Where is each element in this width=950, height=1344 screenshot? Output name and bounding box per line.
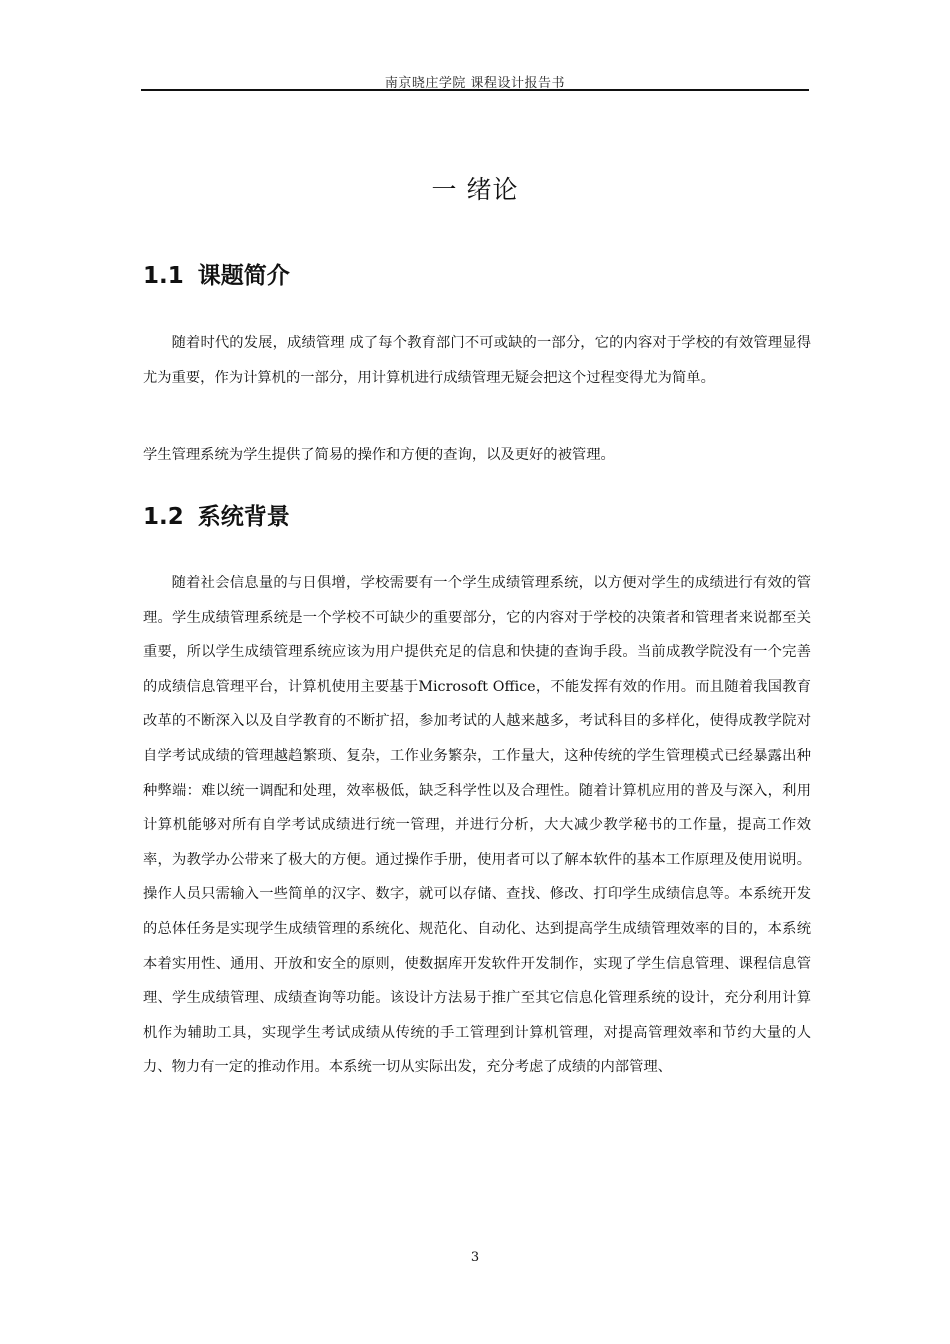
chapter-title: 一 绪论 bbox=[431, 175, 519, 204]
section-title-text: 系统背景 bbox=[197, 504, 290, 530]
paragraph: 随着社会信息量的与日俱增，学校需要有一个学生成绩管理系统，以方便对学生的成绩进行有效的管理。学生成绩管理系统是一个学校不可缺少的重要部分，它的内容对于学校的决策者和管理者来说都至关重要，所以学生成绩管理系统应该为用户提供充足的信息和快捷的查询手段。当前成教学院没有一个完善的成绩信息管理平台，计算机使用主要基于Microsoft Office，不能发挥有效的作用。而且随着我国教育改革的不断深入以及自学教育的不断扩招，参加考试的人越来越多，考试科目的多样化，使得成教学院对自学考试成绩的管理越趋繁琐、复杂，工作业务繁杂，工作量大，这种传统的学生管理模式已经暴露出种种弊端：难以统一调配和处理，效率极低，缺乏科学性以及合理性。随着计算机应用的普及与深入，利用计算机能够对所有自学考试成绩进行统一管理，并进行分析，大大减少教学秘书的工作量，提高工作效率，为教学办公带来了极大的方便。通过操作手册，使用者可以了解本软件的基本工作原理及使用说明。操作人员只需输入一些简单的汉字、数字，就可以存储、查找、修改、打印学生成绩信息等。本系统开发的总体任务是实现学生成绩管理的系统化、规范化、自动化、达到提高学生成绩管理效率的目的，本系统本着实用性、通用、开放和安全的原则，使数据库开发软件开发制作，实现了学生信息管理、课程信息管理、学生成绩管理、成绩查询等功能。该设计方法易于推广至其它信息化管理系统的设计，充分利用计算机作为辅助工具，实现学生考试成绩从传统的手工管理到计算机管理，对提高管理效率和节约大量的人力、物力有一定的推动作用。本系统一切从实际出发，充分考虑了成绩的内部管理、 bbox=[143, 575, 811, 1076]
section-heading-1-2 bbox=[143, 498, 290, 531]
page-number: 3 bbox=[470, 1250, 480, 1265]
header-rule bbox=[141, 89, 809, 91]
section-number: 1.2 bbox=[143, 504, 184, 530]
paragraph: 学生管理系统为学生提供了简易的操作和方便的查询，以及更好的被管理。 bbox=[143, 447, 615, 463]
section-heading-1-1 bbox=[143, 257, 290, 290]
section-title-text: 课题简介 bbox=[197, 263, 290, 289]
section-number: 1.1 bbox=[143, 263, 184, 289]
paragraph: 随着时代的发展，成绩管理 成了每个教育部门不可或缺的一部分，它的内容对于学校的有效管理显得尤为重要，作为计算机的一部分，用计算机进行成绩管理无疑会把这个过程变得尤为简单。 bbox=[143, 335, 811, 386]
running-header: 南京晓庄学院 课程设计报告书 bbox=[384, 76, 566, 91]
